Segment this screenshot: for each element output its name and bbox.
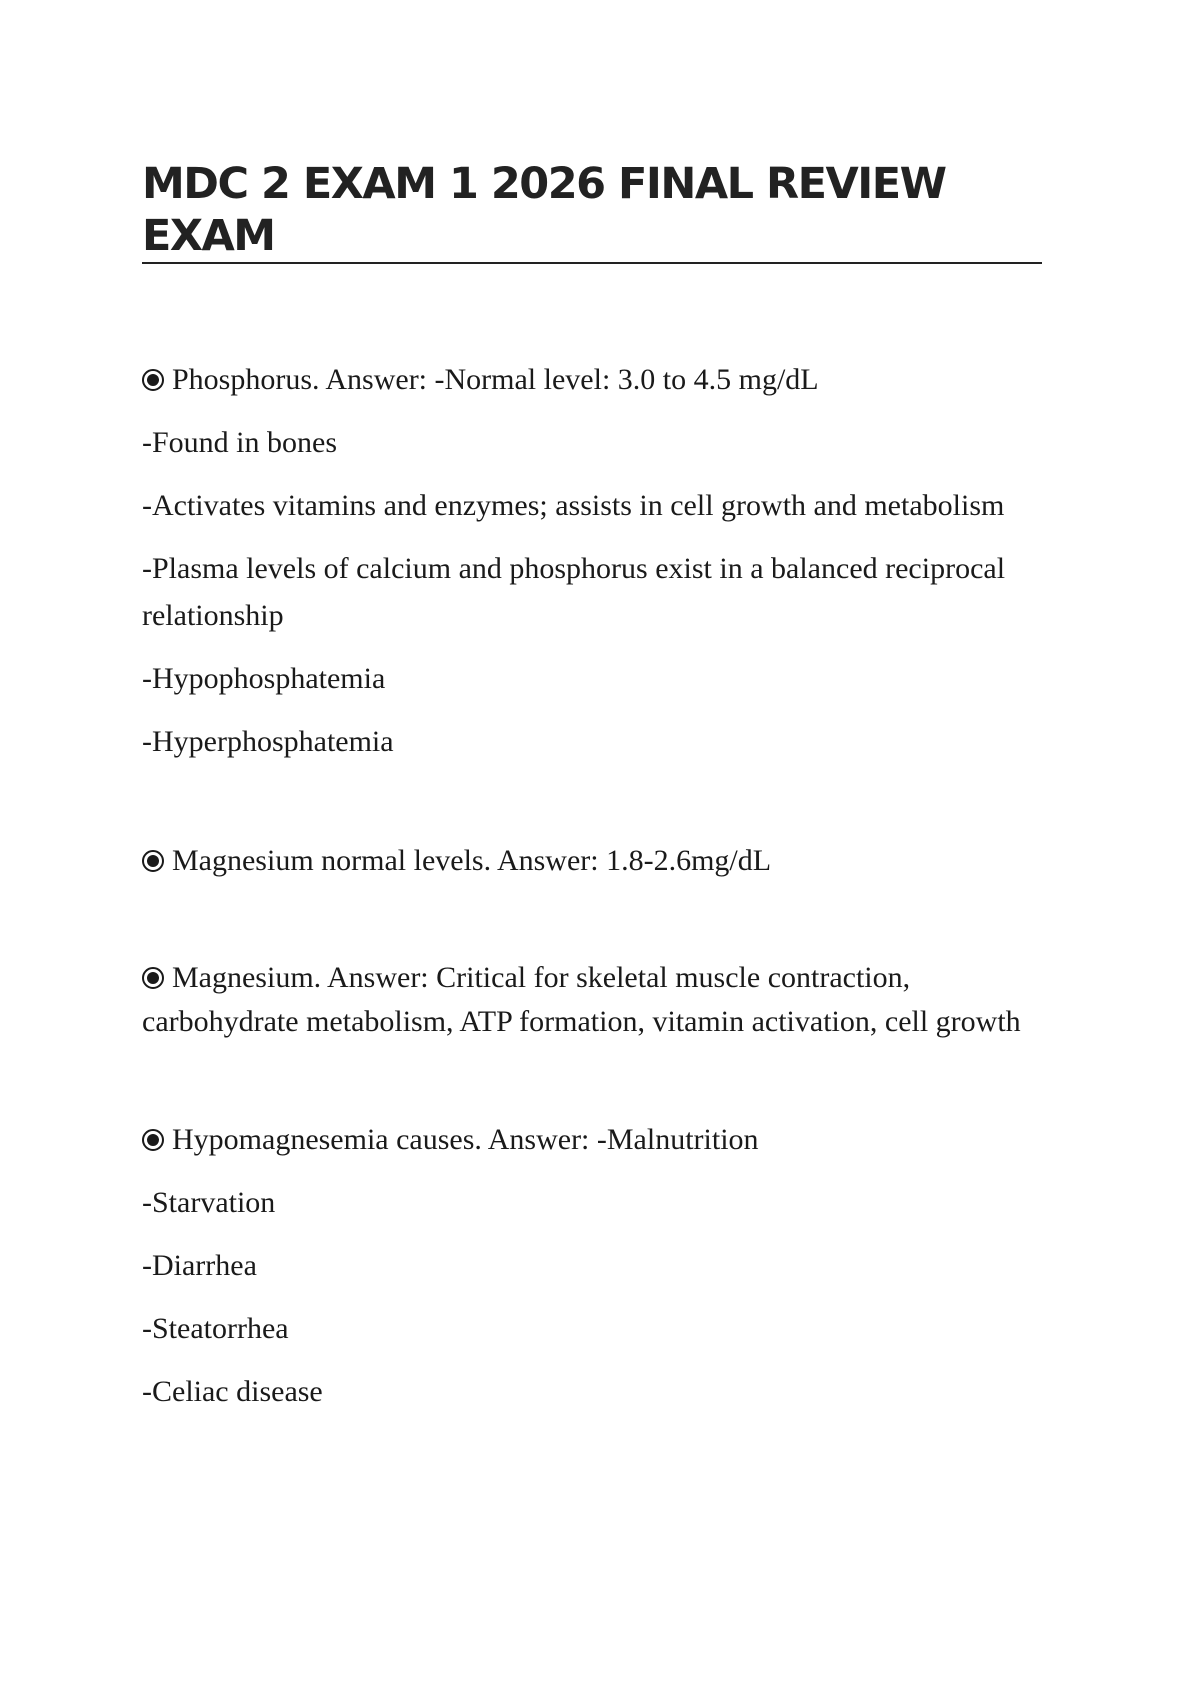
answer-line: -Found in bones — [142, 426, 337, 459]
qa-magnesium — [142, 956, 1042, 1044]
question-line — [142, 1116, 1042, 1163]
radio-bullet-icon — [142, 369, 164, 391]
question-line — [142, 356, 1042, 403]
radio-bullet-icon — [142, 967, 164, 989]
question-text: Hypomagnesemia causes. Answer: -Malnutrition — [172, 1123, 759, 1156]
question-text: Phosphorus. Answer: -Normal level: 3.0 to 4.5 mg/dL — [172, 363, 819, 396]
answer-line: -Starvation — [142, 1186, 276, 1219]
answer-line: -Plasma levels of calcium and phosphorus exist in a balanced reciprocal relationship — [142, 552, 1006, 632]
answer-line: -Hypophosphatemia — [142, 662, 386, 695]
document-page — [142, 158, 1042, 1431]
question-text: Magnesium. Answer: Critical for skeletal muscle contraction, carbohydrate metabolism, ATP formation, vitamin activation, cell growth — [142, 961, 1021, 1038]
answer-line: -Celiac disease — [142, 1375, 323, 1408]
answer-line: -Hyperphosphatemia — [142, 725, 394, 758]
qa-hypomagnesemia — [142, 1116, 1042, 1415]
answer-line: -Diarrhea — [142, 1249, 257, 1282]
document-title: MDC 2 EXAM 1 2026 FINAL REVIEW EXAM — [142, 158, 1042, 264]
radio-bullet-icon — [142, 850, 164, 872]
question-line — [142, 956, 1042, 1044]
qa-phosphorus — [142, 356, 1042, 765]
radio-bullet-icon — [142, 1129, 164, 1151]
answer-line: -Activates vitamins and enzymes; assists in cell growth and metabolism — [142, 489, 1005, 522]
question-line — [142, 837, 1042, 884]
qa-magnesium-levels — [142, 837, 1042, 884]
answer-line: -Steatorrhea — [142, 1312, 289, 1345]
question-text: Magnesium normal levels. Answer: 1.8-2.6mg/dL — [172, 844, 772, 877]
